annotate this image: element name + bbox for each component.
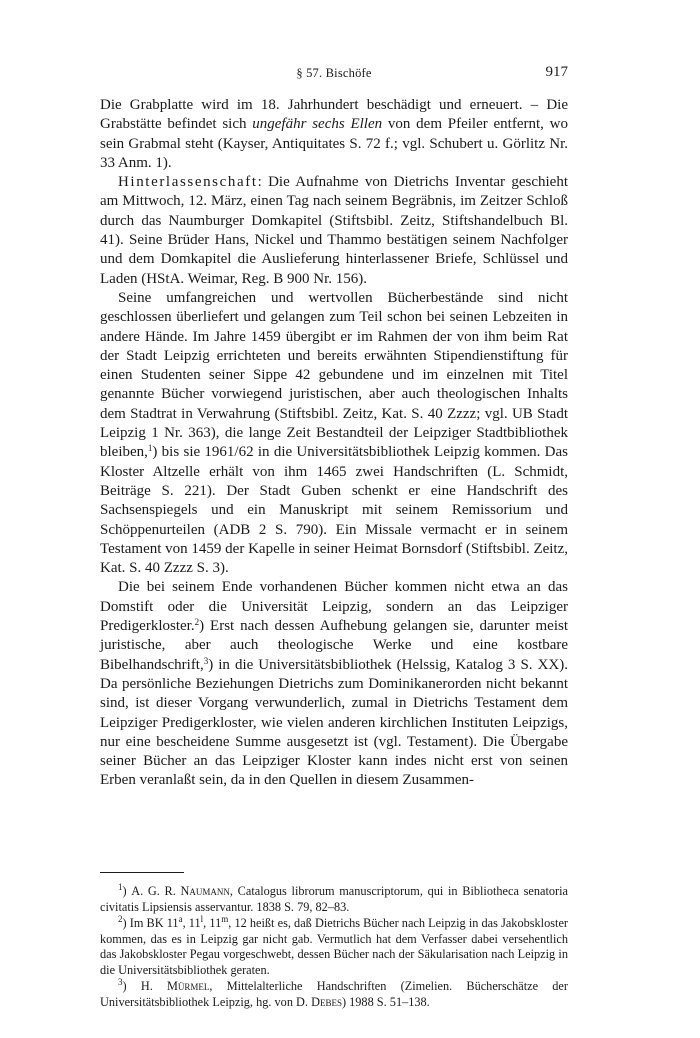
text-run: ) in die Universitätsbibliothek (Helssig, Katalog 3 S. XX). Da persönliche Beziehungen Dietrichs zum Dominikanerorden nicht bekannt sind, ist dieser Vorgang verwunderlich, zumal in Dietrichs Testament dem Leipziger Predigerkloster, wie vielen anderen kirchlichen Instituten Leipzigs, nur eine bescheidene Summe ausgesetzt ist (vgl. Testament). Die Übergabe seiner Bücher an das Leipziger Kloster kann indes nicht erst von seinen Erben veranlaßt sein, da in den Quellen in diesem Zusammen-	[100, 656, 568, 789]
paragraph-books	[100, 289, 568, 578]
text-run: Die Grabplatte wird im 18. Jahrhundert beschädigt und erneuert. – Die Grabstätte befindet sich	[100, 97, 568, 133]
footnote-ref-3[interactable]: 3	[203, 655, 209, 666]
footnote-text: , 11	[203, 916, 222, 930]
superscript: l	[200, 914, 204, 924]
text-run: : Die Aufnahme von Dietrichs Inventar geschieht am Mittwoch, 12. März, einen Tag nach seinem Begräbnis, im Zeitzer Schloß durch das Naumburger Domkapitel (Stiftsbibl. Zeitz, Stiftshandelbuch Bl. 41). Seine Brüder Hans, Nickel und Thammo bestätigen seinem Nachfolger und dem Domkapitel die Auslieferung hinterlassener Briefe, Schlüssel und Laden (HStA. Weimar, Reg. B 900 Nr. 156).	[100, 174, 568, 287]
footnote-mark: 2	[118, 914, 123, 924]
section-heading-spaced: Hinterlassenschaft	[118, 174, 258, 191]
footnotes	[100, 884, 568, 1011]
footnote-text: Im BK 11	[129, 916, 179, 930]
text-run: ) Erst nach dessen Aufhebung gelangen sie, darunter meist juristische, aber auch theologische Werke und eine kostbare Bibelhandschrift,	[100, 618, 568, 673]
footnote-author: H. Mürmel	[140, 979, 210, 993]
running-head: § 57. Bischöfe	[296, 66, 372, 80]
footnote-text: , Mittelalterliche Handschriften (Zimelien. Bücherschätze der Universitätsbibliothek Leipzig, hg. von D.	[100, 979, 568, 1009]
text-run: Die bei seinem Ende vorhandenen Bücher kommen nicht etwa an das Domstift oder die Universität Leipzig, sondern an das Leipziger Predigerkloster.	[100, 579, 568, 635]
footnote-author: A. G. R. Naumann	[131, 884, 230, 898]
superscript: m	[221, 914, 229, 924]
footnote-rule	[100, 872, 184, 873]
footnote-ref-2[interactable]: 2	[194, 617, 200, 628]
text-run: ) bis sie 1961/62 in die Universitätsbibliothek Leipzig kommen. Das Kloster Altzelle erhält von ihm 1465 zwei Handschriften (L. Schmidt, Beiträge S. 221). Der Stadt Guben schenkt er eine Handschrift des Sachsenspiegels und ein Manuskript mit seinem Remissorium und Schöppenurteilen (ADB 2 S. 790). Ein Missale vermacht er in seinem Testament von 1459 der Kapelle in seiner Heimat Bornsdorf (Stiftsbibl. Zeitz, Kat. S. 40 Zzzz S. 3).	[100, 444, 569, 577]
main-text	[100, 96, 568, 791]
footnote-mark: 1	[118, 882, 123, 892]
footnote-2: $^2$) Im BK 11$^a$, 11$^l$, 11$^m$, 12 heißt es, daß Dietrichs Bücher nach Leipzig in das Jakobskloster kommen, das es in Leipzig gar nicht gab. Vermutlich hat dem Verfasser dabei versehentlich das Jakobskloster Pegau vorgeschwebt, dessen Bücher nach der Säkularisation nach Leipzig in die Universitätsbibliothek geraten.	[100, 914, 569, 977]
footnote-text: , 12 heißt es, daß Dietrichs Bücher nach Leipzig in das Jakobskloster kommen, das es in Leipzig gar nicht gab. Vermutlich hat dem Verfasser dabei versehentlich das Jakobskloster Pegau vorgeschwebt, dessen Bücher nach der Säkularisation nach Leipzig in die Universitätsbibliothek geraten.	[100, 916, 569, 977]
paragraph-estate	[100, 173, 568, 289]
footnote-editor: Debes	[311, 994, 342, 1009]
footnote-1: $^1$) A. G. R. Naumann, Catalogus librorum manuscriptorum, qui in Bibliotheca senatoria civitatis Lipsiensis asservantur. 1838 S. 79, 82–83.	[100, 882, 568, 914]
italic-quote: ungefähr sechs Ellen	[252, 116, 383, 133]
paragraph-grave-slab	[100, 96, 568, 173]
footnote-text: ) 1988 S. 51–138.	[341, 994, 430, 1009]
footnote-ref-1[interactable]: 1	[147, 443, 153, 454]
text-run: von dem Pfeiler entfernt, wo sein Grabmal steht (Kayser, Antiquitates S. 72 f.; vgl. Schubert u. Görlitz Nr. 33 Anm. 1).	[100, 116, 569, 171]
superscript: a	[178, 914, 183, 924]
page-header	[100, 64, 568, 84]
footnote-text: , 11	[182, 916, 201, 930]
footnote-text: , Catalogus librorum manuscriptorum, qui in Bibliotheca senatoria civitatis Lipsiensis asservantur. 1838 S. 79, 82–83.	[100, 884, 568, 914]
footnote-3: $^3$) H. Mürmel, Mittelalterliche Handschriften (Zimelien. Bücherschätze der Universitätsbibliothek Leipzig, hg. von D. Debes) 1988 S. 51–138.	[100, 977, 568, 1009]
page-number: 917	[545, 64, 568, 80]
paragraph-predigerkloster	[100, 578, 568, 790]
text-run: Seine umfangreichen und wertvollen Bücherbestände sind nicht geschlossen überliefert und gelangen zum Teil schon bei seinen Lebzeiten in andere Hände. Im Jahre 1459 übergibt er im Rahmen der von ihm beim Rat der Stadt Leipzig errichteten und bereits erwähnten Stipendienstiftung für einen Studenten seiner Sippe 42 gebundene und im einzelnen mit Titel genannte Bücher vorwiegend juristischen, aber auch theologischen Inhalts dem Stadtrat in Verwahrung (Stiftsbibl. Zeitz, Kat. S. 40 Zzzz; vgl. UB Stadt Leipzig 1 Nr. 363), die lange Zeit Bestandteil der Leipziger Stadtbibliothek bleiben,	[100, 289, 568, 461]
footnote-mark: 3	[118, 977, 123, 987]
